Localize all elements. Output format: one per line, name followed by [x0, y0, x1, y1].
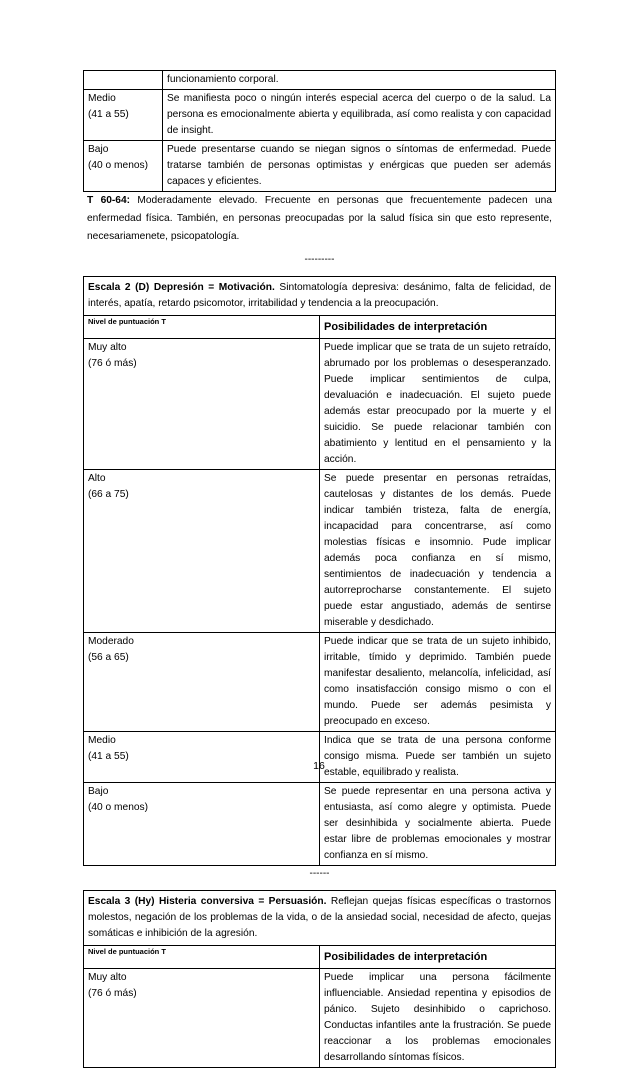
table-row: [84, 71, 556, 90]
scale-description: [84, 891, 556, 946]
level-name: Medio: [88, 93, 116, 104]
level-range: (40 o menos): [88, 802, 149, 813]
table-row: [84, 470, 556, 633]
scale1-table: [83, 70, 556, 192]
level-name: Bajo: [88, 786, 109, 797]
level-cell: [84, 141, 163, 192]
level-name: Medio: [88, 735, 116, 746]
interpretation-cell: Puede implicar una persona fácilmente influenciable. Ansiedad repentina y episodios de pánico. Sujeto desinhibido o caprichoso. Conductas infantiles ante la frustración. Se puede reaccionar a los problemas emocionales desarrollando síntomas físicos.: [320, 969, 556, 1068]
table-row: [84, 633, 556, 732]
page-number: 16: [313, 760, 325, 772]
separator: ---------: [304, 254, 335, 265]
level-header-label: Nivel de puntuación T: [88, 947, 166, 956]
page-content: [83, 70, 556, 1068]
level-cell: [84, 339, 320, 470]
level-range: (40 o menos): [88, 160, 149, 171]
level-name: Moderado: [88, 636, 134, 647]
scale-desc: Reflejan quejas físicas específicas o trastornos molestos, negación de los problemas de la vida, o de la ansiedad social, necesidad de afecto, quejas somáticas e inhibición de la agresión.: [88, 896, 551, 939]
level-cell: [84, 90, 163, 141]
interpretation-cell: funcionamiento corporal.: [163, 71, 556, 90]
interpretation-cell: Se puede representar en una persona activa y entusiasta, así como alegre y optimista. Puede ser desinhibida y socialmente abierta. Puede estar libre de problemas emocionales y mostrar confianza en sí mismo.: [320, 783, 556, 866]
t-note-text: Moderadamente elevado. Frecuente en personas que frecuentemente padecen una enfermedad física. También, en personas preocupadas por la salud física sin que esto represente, necesariamenete, psicopatología.: [87, 195, 552, 242]
interpretation-cell: Se puede presentar en personas retraídas, cautelosas y distantes de los demás. Puede indicar también tristeza, falta de energía, incapacidad para concentrarse, así como molestias físicas e insomnio. Pude implicar además poca confianza en sí mismo, sentimientos de inadecuación y tendencia a autorreprocharse constantemente. El sujeto puede estar angustiado, además de sentirse miserable y desdichado.: [320, 470, 556, 633]
level-range: (41 a 55): [88, 751, 129, 762]
t-note-paragraph: [83, 192, 556, 246]
interpretation-cell: Se manifiesta poco o ningún interés especial acerca del cuerpo o de la salud. La persona es emocionalmente abierta y equilibrada, así como realista y con capacidad de insight.: [163, 90, 556, 141]
scale-title: Escala 2 (D) Depresión = Motivación.: [88, 282, 275, 293]
level-cell: [84, 969, 320, 1068]
level-name: Bajo: [88, 144, 109, 155]
column-header-row: [84, 316, 556, 339]
level-range: (56 a 65): [88, 652, 129, 663]
interpretation-cell: Puede presentarse cuando se niegan signos o síntomas de enfermedad. Puede tratarse también de personas optimistas y enérgicas que pueden ser además capaces y eficientes.: [163, 141, 556, 192]
interp-header-label: Posibilidades de interpretación: [324, 321, 488, 333]
level-header: [84, 316, 320, 339]
level-range: (66 a 75): [88, 489, 129, 500]
scale-title: Escala 3 (Hy) Histeria conversiva = Persuasión.: [88, 896, 327, 907]
level-name: Alto: [88, 473, 106, 484]
level-name: Muy alto: [88, 342, 127, 353]
level-range: (76 ó más): [88, 988, 137, 999]
interp-header-label: Posibilidades de interpretación: [324, 951, 488, 963]
scale2-table: [83, 276, 556, 866]
table-row: [84, 339, 556, 470]
table-row: [84, 783, 556, 866]
level-header: [84, 946, 320, 969]
table-row: [84, 732, 556, 783]
level-cell: [84, 470, 320, 633]
level-range: (76 ó más): [88, 358, 137, 369]
level-cell: [84, 633, 320, 732]
level-cell: [84, 71, 163, 90]
interpretation-cell: Indica que se trata de una persona conforme consigo misma. Puede ser también un sujeto estable, equilibrado y realista.: [320, 732, 556, 783]
table-row: [84, 969, 556, 1068]
interp-header: [320, 946, 556, 969]
scale-description: [84, 277, 556, 316]
interpretation-cell: Puede implicar que se trata de un sujeto retraído, abrumado por los problemas o desesperanzado. Puede implicar sentimientos de culpa, devaluación e inadecuación. El sujeto puede además estar preocupado por la muerte y el suicidio. Se puede relacionar también con abatimiento y lentitud en el pensamiento y la acción.: [320, 339, 556, 470]
level-cell: [84, 783, 320, 866]
table-row: [84, 90, 556, 141]
t-note-label: T 60-64:: [87, 195, 131, 206]
scale-header-row: [84, 891, 556, 946]
table-row: [84, 141, 556, 192]
scale-desc: Sintomatología depresiva: desánimo, falta de felicidad, de interés, apatía, retardo psicomotor, irritabilidad y tendencia a la preocupación.: [88, 282, 552, 309]
level-range: (41 a 55): [88, 109, 129, 120]
level-header-label: Nivel de puntuación T: [88, 317, 166, 326]
scale3-table: [83, 890, 556, 1068]
column-header-row: [84, 946, 556, 969]
separator: ------: [309, 868, 330, 879]
level-name: Muy alto: [88, 972, 127, 983]
interpretation-cell: Puede indicar que se trata de un sujeto inhibido, irritable, tímido y deprimido. También puede manifestar desaliento, melancolía, infelicidad, así como insatisfacción consigo mismo o con el mundo. Puede ser además pesimista y preocupado en exceso.: [320, 633, 556, 732]
interp-header: [320, 316, 556, 339]
level-cell: [84, 732, 320, 783]
scale-header-row: [84, 277, 556, 316]
